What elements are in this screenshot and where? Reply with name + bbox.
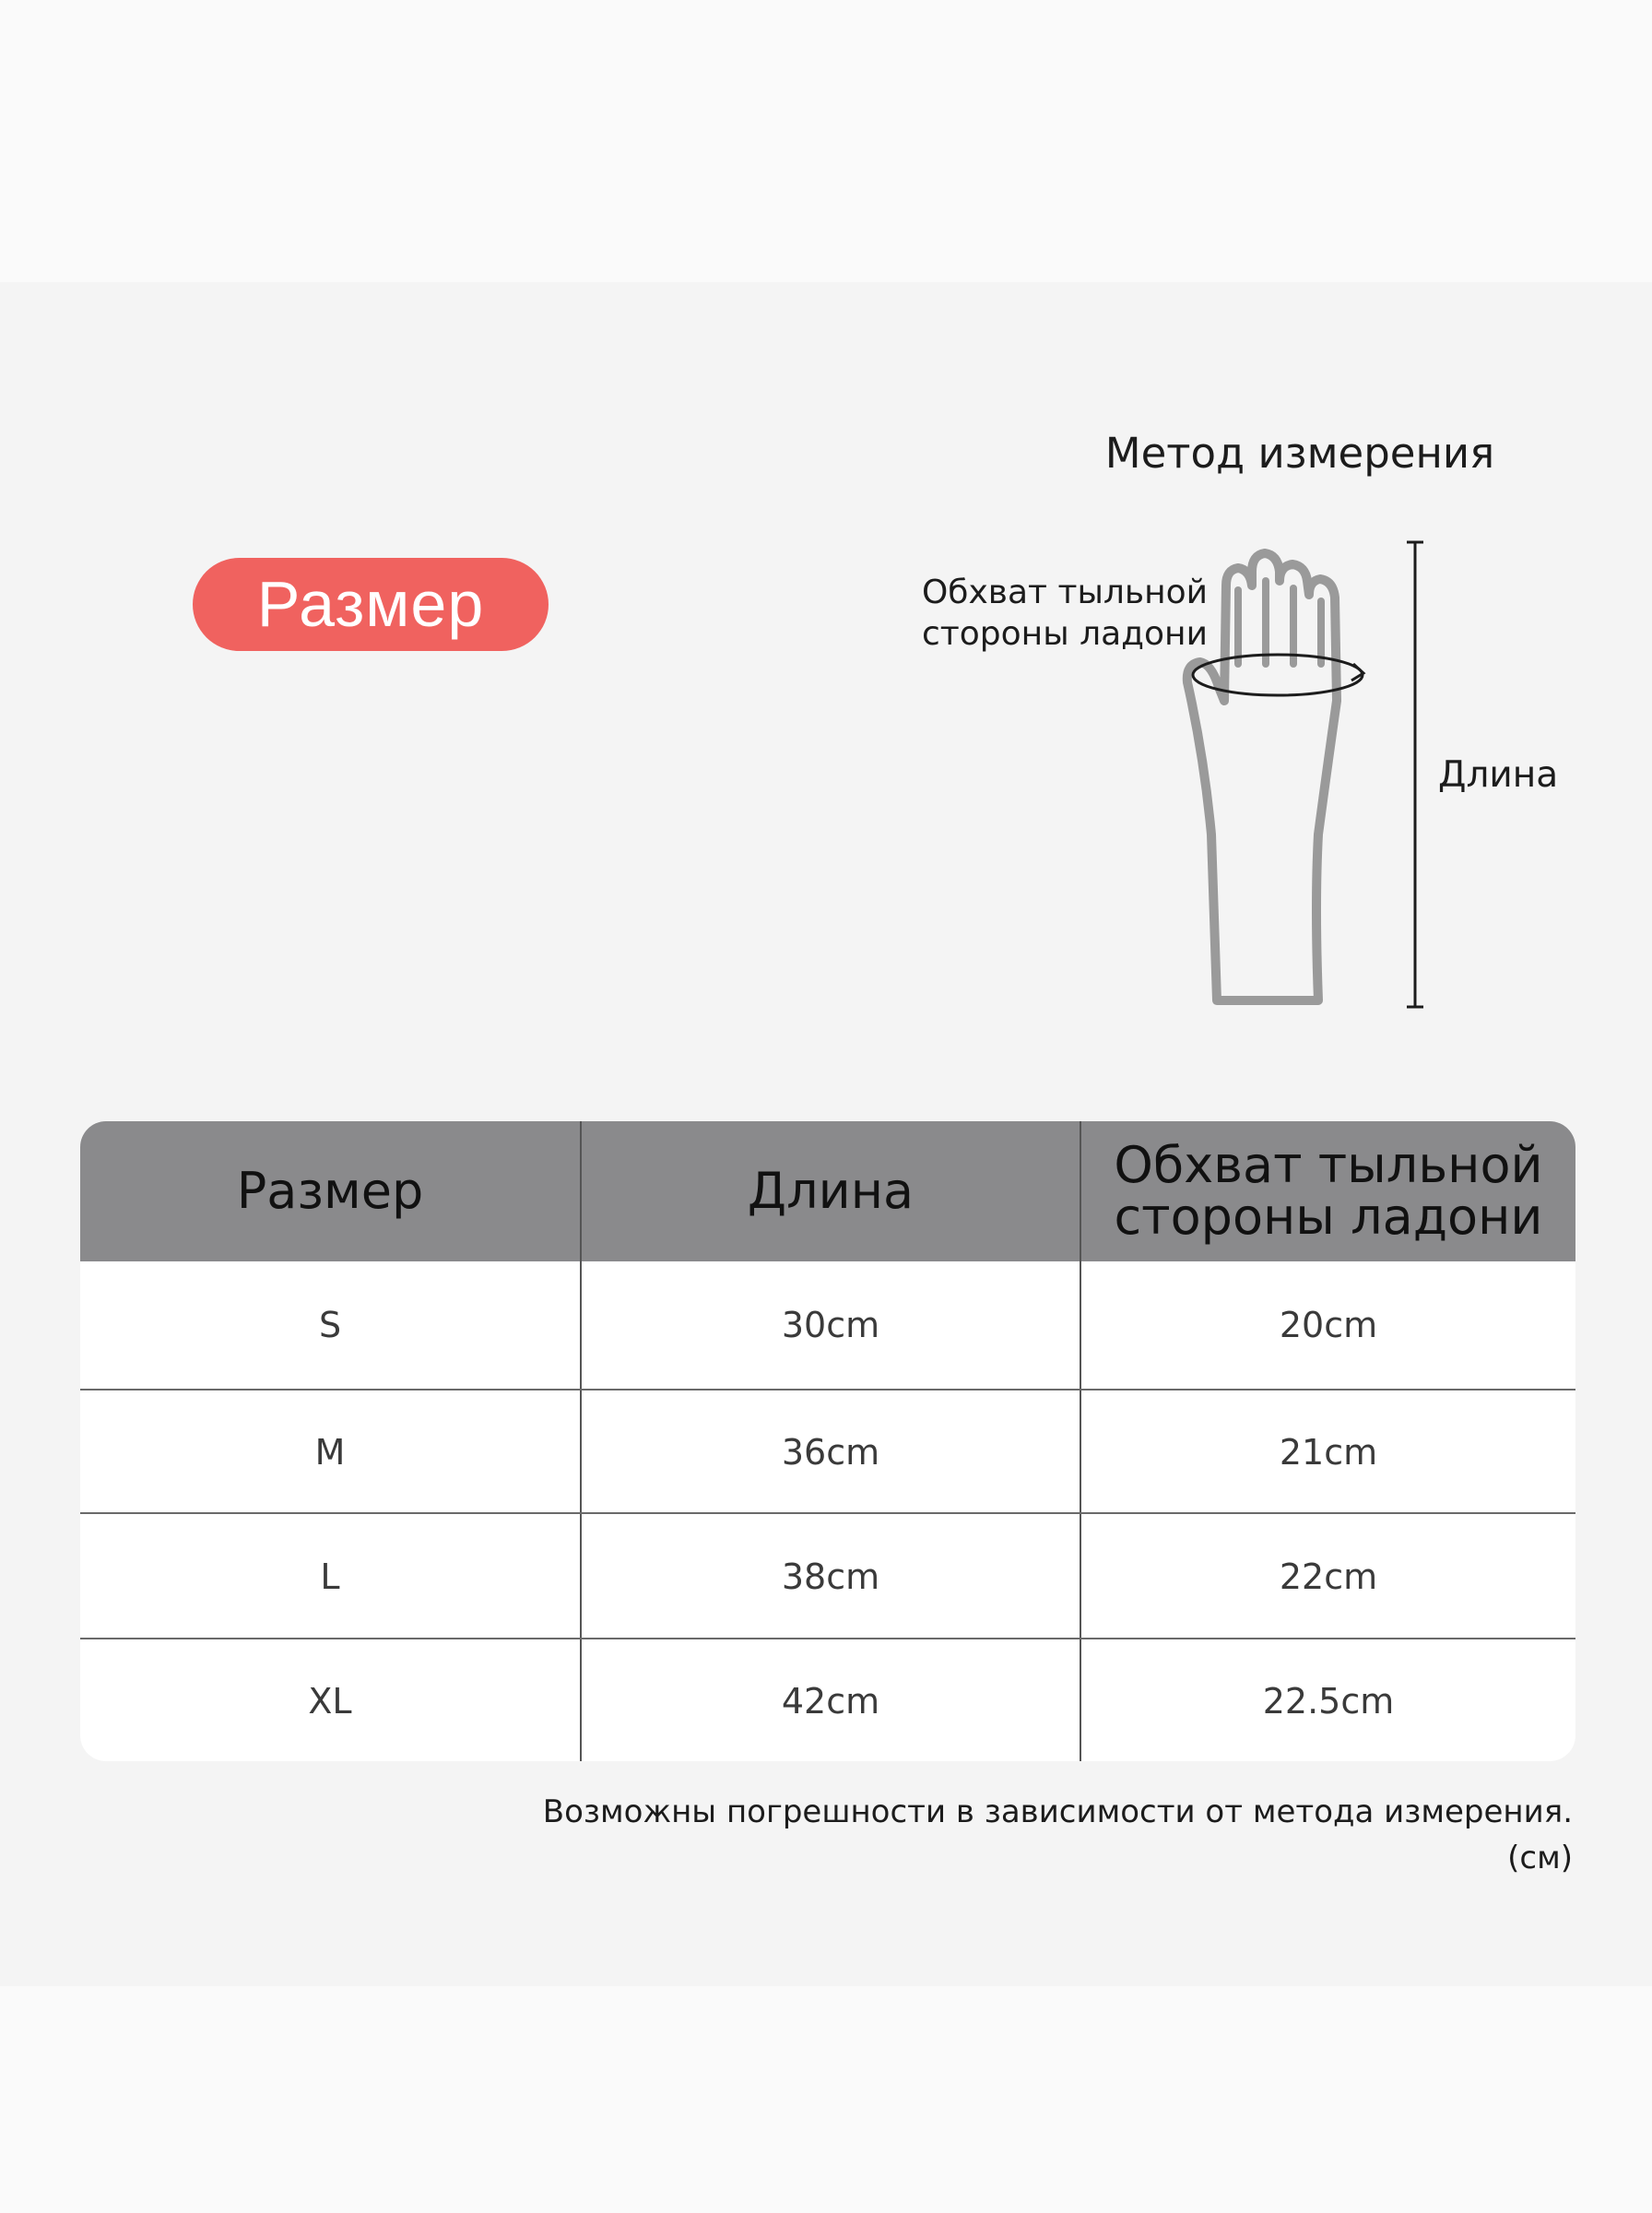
cell-length: 42cm <box>580 1639 1080 1761</box>
cell-length: 36cm <box>580 1391 1080 1514</box>
cell-length: 38cm <box>580 1514 1080 1639</box>
header-length: Длина <box>580 1121 1080 1261</box>
cell-length: 30cm <box>580 1261 1080 1389</box>
cell-girth: 22.5cm <box>1080 1639 1575 1761</box>
table-row <box>80 1261 1575 1389</box>
length-label: Длина <box>1438 754 1559 796</box>
ruler-icon <box>1401 539 1429 1010</box>
size-badge: Размер <box>193 558 549 651</box>
girth-label <box>913 572 1217 655</box>
table-row <box>80 1512 1575 1639</box>
header-girth-line1: Обхват тыльной <box>1114 1136 1543 1194</box>
glove-icon <box>1180 535 1392 1014</box>
measurement-method-title: Метод измерения <box>1104 429 1495 478</box>
cell-girth: 21cm <box>1080 1391 1575 1514</box>
size-table <box>80 1121 1575 1761</box>
cell-girth: 22cm <box>1080 1514 1575 1639</box>
header-size: Размер <box>236 1162 424 1220</box>
girth-label-line2: стороны ладони <box>922 615 1208 653</box>
cell-size: XL <box>308 1681 352 1722</box>
cell-size: S <box>318 1305 342 1345</box>
cell-size: M <box>314 1432 346 1473</box>
cell-girth: 20cm <box>1080 1261 1575 1389</box>
footnote: Возможны погрешности в зависимости от метода измерения. (см) <box>542 1793 1573 1876</box>
table-row <box>80 1389 1575 1514</box>
girth-label-line1: Обхват тыльной <box>921 574 1209 611</box>
header-girth <box>1080 1121 1575 1261</box>
header-girth-line2: стороны ладони <box>1114 1188 1543 1246</box>
table-header-row <box>80 1121 1575 1261</box>
table-row <box>80 1638 1575 1761</box>
cell-size: L <box>320 1556 340 1597</box>
